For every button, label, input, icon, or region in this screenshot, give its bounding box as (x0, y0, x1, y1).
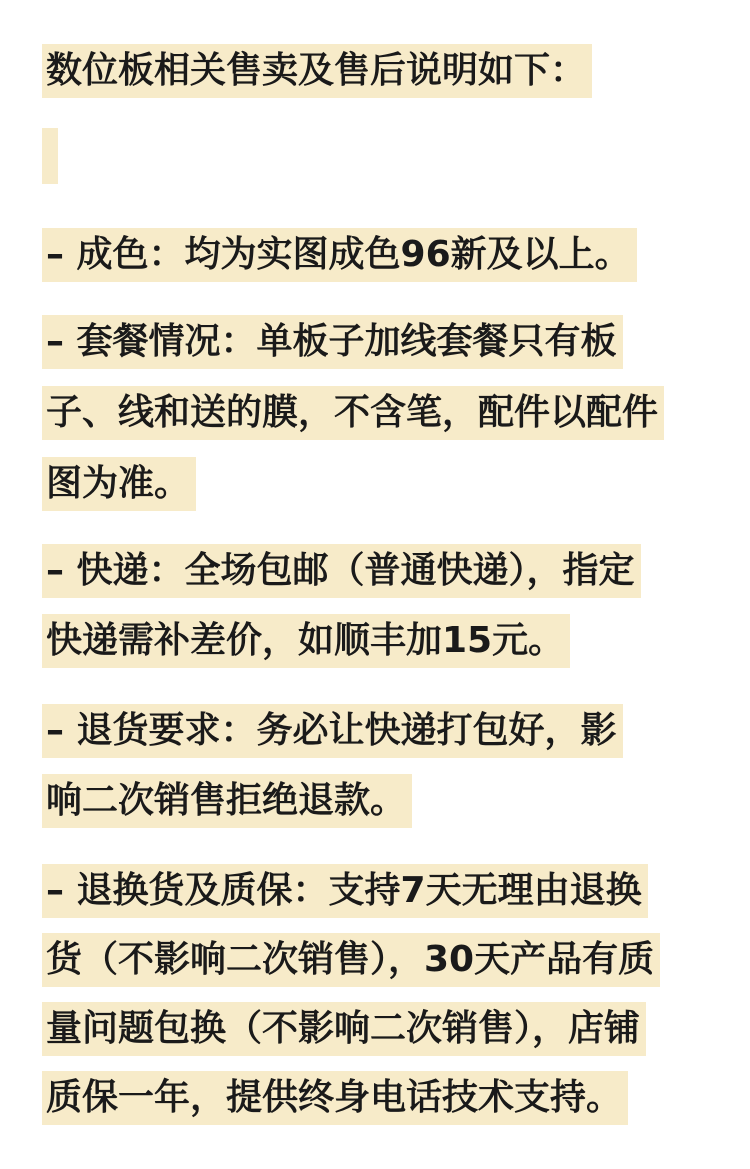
note-title-text: 数位板相关售卖及售后说明如下： (42, 44, 592, 98)
line-text: – 套餐情况：单板子加线套餐只有板 (42, 315, 623, 369)
empty-highlighted-line (42, 128, 58, 184)
section-warranty-line-1 (42, 864, 648, 918)
section-warranty-line-3 (42, 1002, 646, 1056)
section-return-line-2 (42, 774, 412, 828)
section-condition-line-1 (42, 228, 637, 282)
line-text: – 退货要求：务必让快递打包好，影 (42, 704, 623, 758)
line-text: – 退换货及质保：支持7天无理由退换 (42, 864, 648, 918)
section-package-line-2 (42, 386, 664, 440)
line-text: – 成色：均为实图成色96新及以上。 (42, 228, 637, 282)
line-text: 图为准。 (42, 457, 196, 511)
section-warranty-line-4 (42, 1071, 628, 1125)
line-text: 快递需补差价，如顺丰加15元。 (42, 614, 570, 668)
line-text: 子、线和送的膜，不含笔，配件以配件 (42, 386, 664, 440)
line-text: 量问题包换（不影响二次销售），店铺 (42, 1002, 646, 1056)
line-text: 响二次销售拒绝退款。 (42, 774, 412, 828)
section-package-line-1 (42, 315, 623, 369)
section-warranty-line-2 (42, 933, 660, 987)
line-text: – 快递：全场包邮（普通快递），指定 (42, 544, 641, 598)
line-text: 质保一年，提供终身电话技术支持。 (42, 1071, 628, 1125)
section-shipping-line-1 (42, 544, 641, 598)
section-return-line-1 (42, 704, 623, 758)
section-shipping-line-2 (42, 614, 570, 668)
line-text: 货（不影响二次销售），30天产品有质 (42, 933, 660, 987)
note-title (42, 44, 592, 98)
section-package-line-3 (42, 457, 196, 511)
